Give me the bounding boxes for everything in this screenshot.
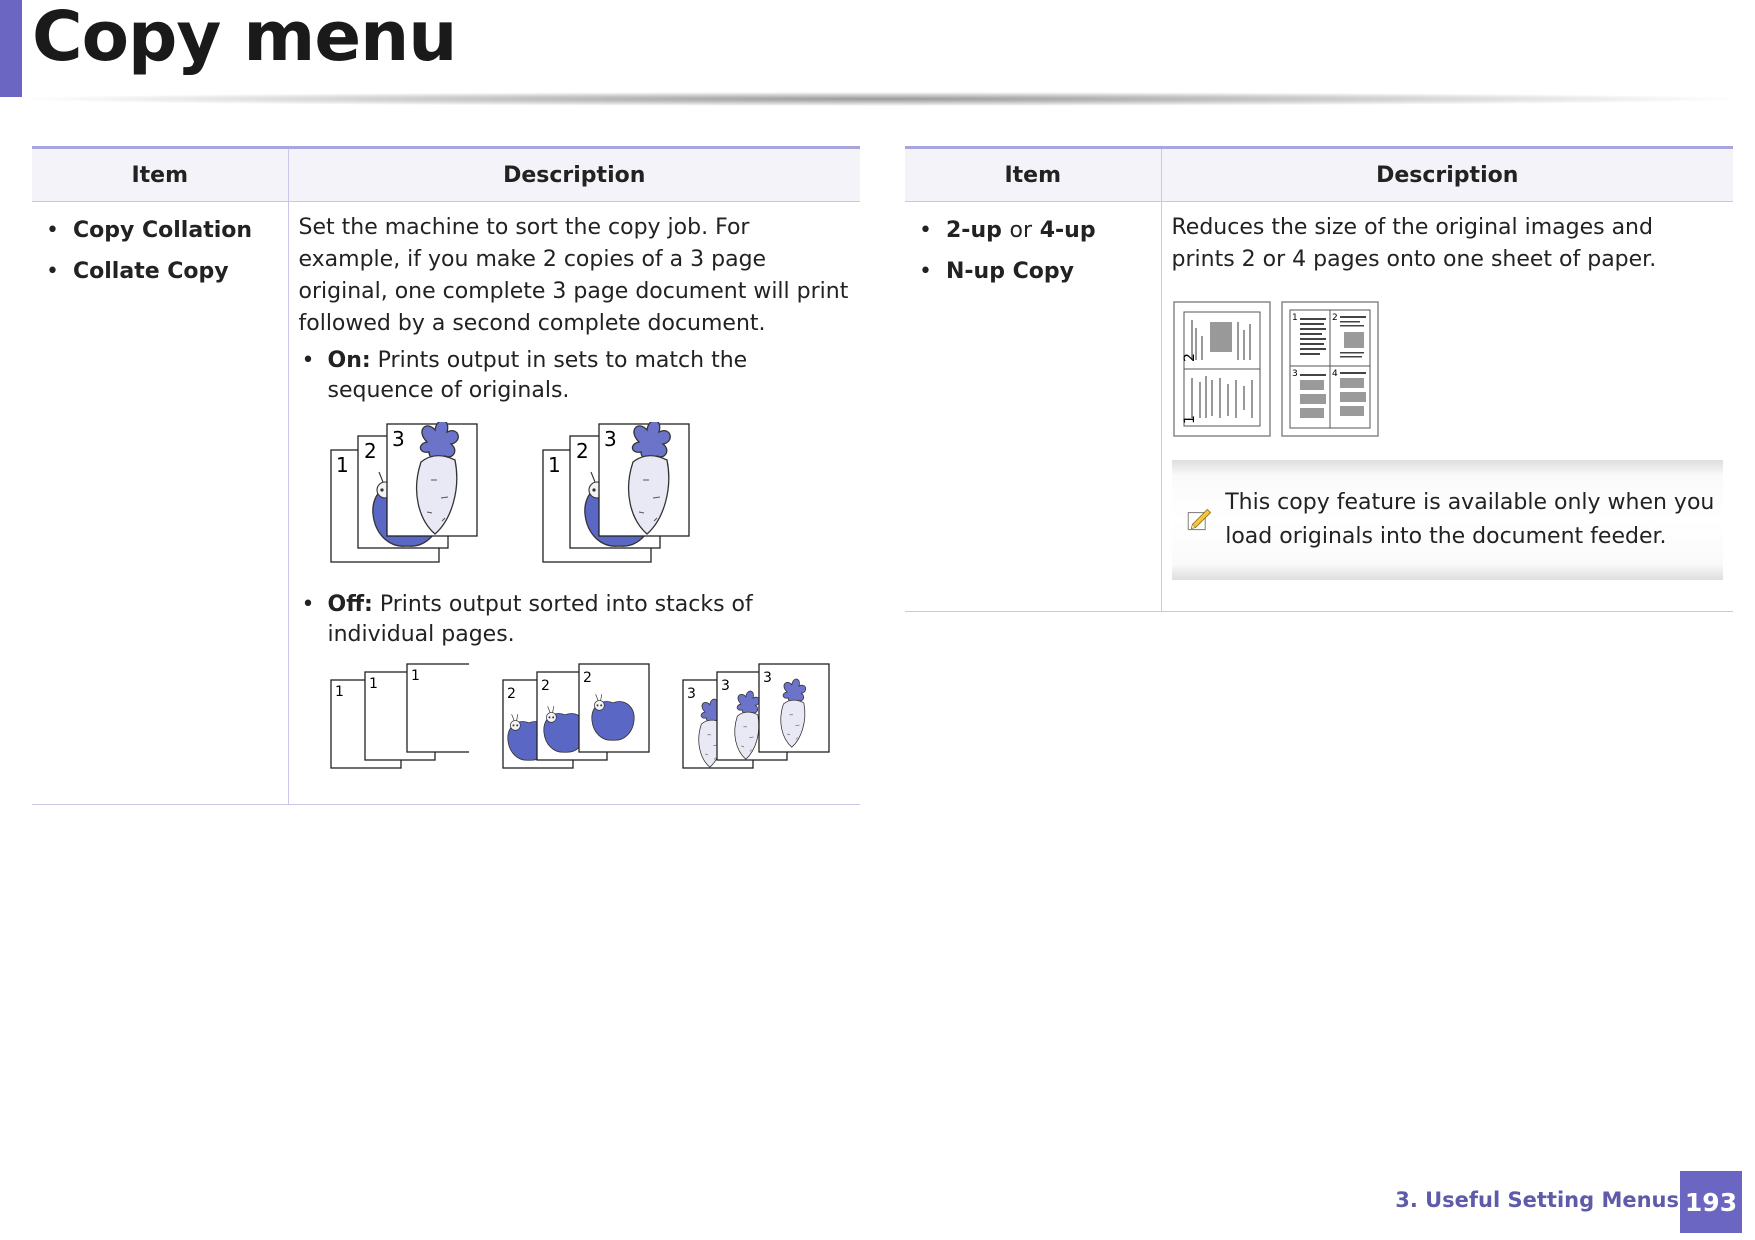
copy-collation-table bbox=[32, 146, 860, 805]
page-number-label: 2 bbox=[582, 670, 592, 686]
stack-page-1 bbox=[329, 662, 469, 772]
page-number-label: 3 bbox=[762, 670, 772, 686]
table-row bbox=[905, 202, 1733, 612]
page-number-label: 3 bbox=[686, 686, 696, 702]
item-list bbox=[40, 210, 280, 292]
page-number-label: 3 bbox=[603, 427, 617, 451]
n-up-illustration bbox=[1172, 300, 1724, 440]
item-cell bbox=[905, 202, 1161, 612]
pencil-note-icon bbox=[1184, 492, 1214, 548]
option-off-label: Off: bbox=[327, 592, 373, 617]
option-off-text: Prints output sorted into stacks of individual pages. bbox=[327, 592, 753, 647]
title-divider bbox=[30, 92, 1730, 106]
description-column-header: Description bbox=[1161, 148, 1733, 202]
option-off bbox=[299, 590, 851, 650]
collated-set-1 bbox=[329, 422, 499, 572]
page-number-label: 1 bbox=[410, 668, 420, 684]
item-copy-collation: • Copy Collation bbox=[40, 210, 280, 251]
option-list bbox=[299, 346, 851, 406]
option-on-text: Prints output in sets to match the sequence of originals. bbox=[327, 348, 748, 403]
item-collate-copy: • Collate Copy bbox=[40, 251, 280, 292]
page-number: 193 bbox=[1680, 1171, 1742, 1233]
n-up-copy-table bbox=[905, 146, 1733, 612]
page-number-label: 3 bbox=[720, 678, 730, 694]
item-cell bbox=[32, 202, 288, 805]
section-footer: 3. Useful Setting Menus bbox=[1395, 1188, 1679, 1212]
option-on bbox=[299, 346, 851, 406]
page-number-label: 1 bbox=[547, 453, 561, 477]
two-up-sheet bbox=[1172, 300, 1272, 440]
page-number-label: 2 bbox=[575, 439, 589, 463]
page-label: 3 bbox=[1291, 369, 1298, 379]
collated-output-illustration bbox=[299, 422, 851, 572]
title-accent-bar bbox=[0, 0, 22, 97]
page-number-label: 1 bbox=[335, 453, 349, 477]
item-4up: 4-up bbox=[1039, 218, 1096, 243]
description-column-header: Description bbox=[288, 148, 860, 202]
option-on-label: On: bbox=[327, 348, 371, 373]
stack-page-3 bbox=[681, 662, 831, 772]
stack-page-2 bbox=[501, 662, 651, 772]
note-text: This copy feature is available only when you load originals into the document feeder. bbox=[1225, 490, 1715, 549]
description-cell bbox=[288, 202, 860, 805]
page-label: 1 bbox=[1181, 415, 1198, 424]
page-number-label: 1 bbox=[368, 676, 378, 692]
page-number-label: 2 bbox=[506, 686, 516, 702]
item-column-header: Item bbox=[32, 148, 288, 202]
item-2up-4up bbox=[913, 210, 1153, 251]
description-cell bbox=[1161, 202, 1733, 612]
page-number-label: 1 bbox=[334, 684, 344, 700]
collated-set-2 bbox=[541, 422, 711, 572]
item-n-up-copy: • N-up Copy bbox=[913, 251, 1153, 292]
collation-description: Set the machine to sort the copy job. For example, if you make 2 copies of a 3 page original, one complete 3 page document will print followed by a second complete document. bbox=[298, 215, 849, 336]
page-number-label: 3 bbox=[391, 427, 405, 451]
note-box bbox=[1172, 460, 1724, 580]
item-2up: 2-up bbox=[946, 218, 1002, 243]
table-header-row bbox=[32, 148, 860, 202]
option-list bbox=[299, 590, 851, 650]
n-up-description: Reduces the size of the original images and prints 2 or 4 pages onto one sheet of paper. bbox=[1171, 215, 1657, 272]
four-up-sheet bbox=[1280, 300, 1380, 440]
item-list bbox=[913, 210, 1153, 292]
page-number-label: 2 bbox=[363, 439, 377, 463]
table-row bbox=[32, 202, 860, 805]
table-header-row bbox=[905, 148, 1733, 202]
page-title: Copy menu bbox=[32, 0, 457, 77]
item-or: or bbox=[1009, 218, 1033, 243]
page-number-label: 2 bbox=[540, 678, 550, 694]
page-label: 4 bbox=[1331, 369, 1338, 379]
uncollated-output-illustration bbox=[299, 662, 851, 792]
item-column-header: Item bbox=[905, 148, 1161, 202]
page-label: 2 bbox=[1331, 313, 1338, 323]
page-label: 2 bbox=[1181, 353, 1198, 362]
page-label: 1 bbox=[1291, 313, 1298, 323]
